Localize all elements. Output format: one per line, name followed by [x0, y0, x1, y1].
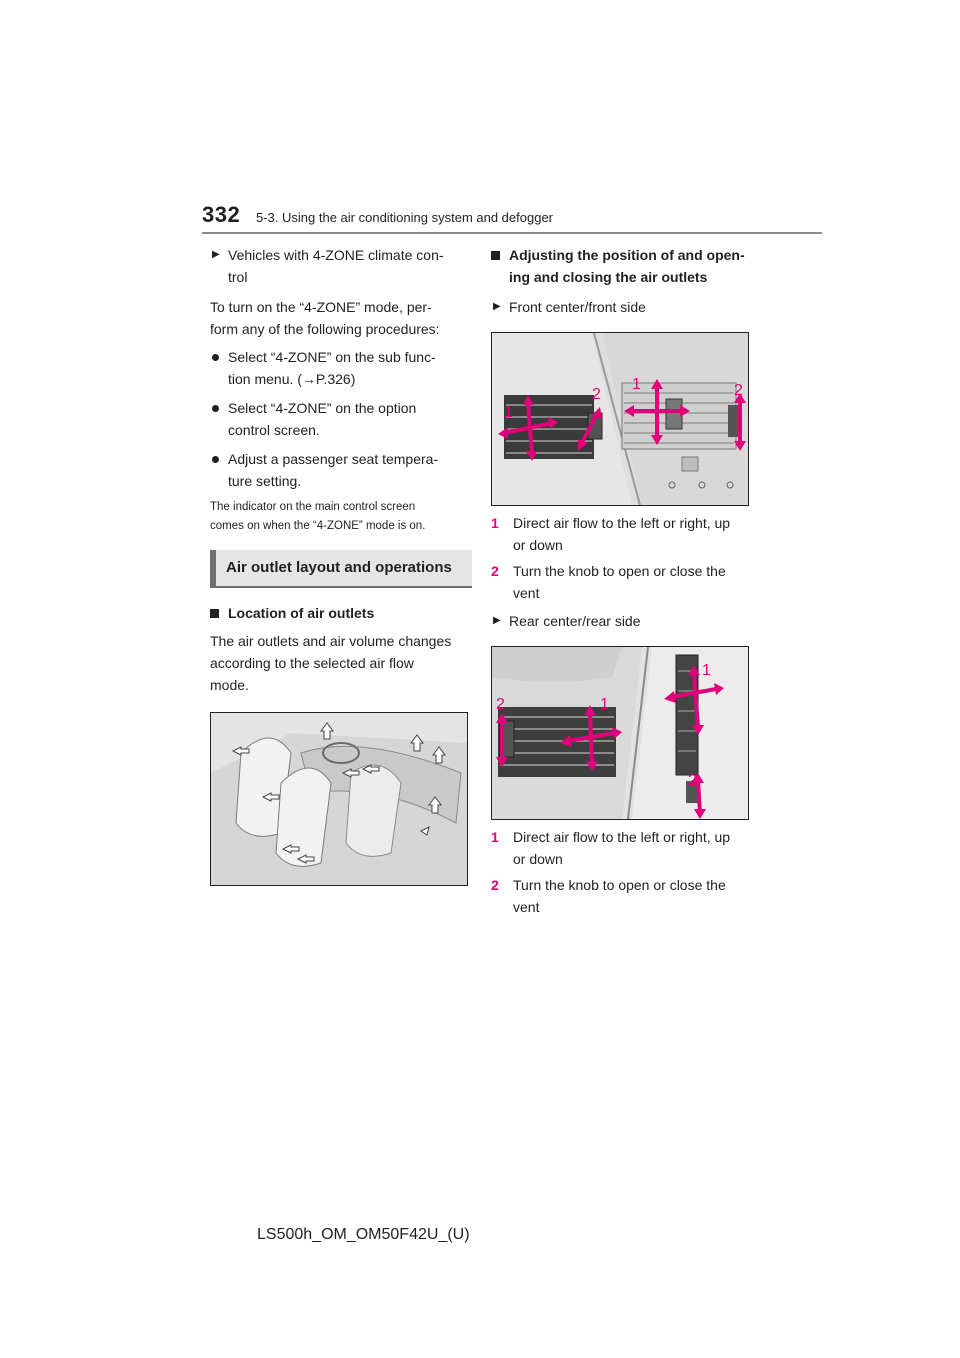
rear-step-2	[491, 874, 753, 918]
text-line: Direct air flow to the left or right, up	[513, 515, 731, 531]
bullet-dot-icon	[212, 456, 219, 463]
step-number: 1	[491, 829, 499, 845]
figure-label: 1	[600, 696, 609, 713]
text-line: or down	[513, 851, 563, 867]
text-line: trol	[228, 269, 248, 285]
bullet-dot-icon	[212, 405, 219, 412]
heading-text: Adjusting the position of and open-	[509, 247, 745, 263]
text-line: vent	[513, 585, 540, 601]
text-line: Turn the knob to open or close the	[513, 877, 726, 893]
text-line: Turn the knob to open or close the	[513, 563, 726, 579]
page-number: 332	[202, 202, 241, 227]
section-title: 5-3. Using the air conditioning system and defogger	[256, 210, 554, 225]
text-line: or down	[513, 537, 563, 553]
front-vent-illustration	[492, 333, 748, 505]
text-line: The indicator on the main control screen	[210, 501, 416, 513]
rear-step-1	[491, 826, 753, 870]
text-line: To turn on the “4-ZONE” mode, per-	[210, 299, 432, 315]
intro-text	[210, 296, 472, 340]
figure-label: 2	[734, 382, 743, 399]
triangle-bullet-icon: ▶	[212, 249, 220, 260]
heading-text: ing and closing the air outlets	[509, 269, 708, 285]
section-box-title: Air outlet layout and operations	[210, 550, 472, 588]
heading-text: Location of air outlets	[228, 605, 375, 621]
right-column	[491, 240, 753, 918]
text-line: control screen.	[228, 422, 320, 438]
figure-label: 2	[688, 772, 697, 789]
figure-label: 1	[632, 376, 641, 393]
front-step-1	[491, 512, 753, 556]
left-column	[210, 240, 472, 886]
procedure-item	[210, 346, 472, 390]
step-number: 2	[491, 563, 499, 579]
adjusting-heading	[491, 244, 753, 288]
text-line: Select “4-ZONE” on the sub func-	[228, 349, 436, 365]
front-step-2	[491, 560, 753, 604]
text-line: form any of the following procedures:	[210, 321, 440, 337]
step-number: 1	[491, 515, 499, 531]
square-bullet-icon	[491, 251, 500, 260]
text-line: ture setting.	[228, 473, 302, 489]
front-outlet-figure	[491, 332, 749, 506]
location-heading	[210, 602, 472, 624]
text-line: comes on when the “4-ZONE” mode is on.	[210, 520, 426, 532]
text-line: Vehicles with 4-ZONE climate con-	[228, 247, 444, 263]
rear-vent-illustration	[492, 647, 748, 819]
square-bullet-icon	[210, 609, 219, 618]
vehicles-note	[210, 244, 472, 288]
footer-code: LS500h_OM_OM50F42U_(U)	[257, 1226, 470, 1243]
bullet-dot-icon	[212, 354, 219, 361]
header-divider	[202, 232, 822, 234]
text-line: tion menu. (→P.326)	[228, 371, 356, 387]
text-line: mode.	[210, 677, 249, 693]
text-line: vent	[513, 899, 540, 915]
front-label	[491, 296, 753, 318]
text-line: Select “4-ZONE” on the option	[228, 400, 417, 416]
procedure-item	[210, 397, 472, 441]
text-line: Front center/front side	[509, 299, 646, 315]
text-line: according to the selected air flow	[210, 655, 414, 671]
figure-label: 2	[496, 696, 505, 713]
figure-label: 1	[702, 662, 711, 679]
text-line: Rear center/rear side	[509, 613, 641, 629]
triangle-bullet-icon: ▶	[493, 301, 501, 312]
rear-label	[491, 610, 753, 632]
cabin-outlets-figure	[210, 712, 468, 886]
figure-label: 1	[504, 404, 513, 421]
cabin-illustration	[211, 713, 467, 885]
figure-label: 2	[592, 386, 601, 403]
location-text	[210, 630, 472, 696]
step-number: 2	[491, 877, 499, 893]
text-line: Adjust a passenger seat tempera-	[228, 451, 439, 467]
text-line: The air outlets and air volume changes	[210, 633, 452, 649]
indicator-note	[210, 498, 472, 536]
procedure-item	[210, 448, 472, 492]
text-line: Direct air flow to the left or right, up	[513, 829, 731, 845]
triangle-bullet-icon: ▶	[493, 615, 501, 626]
rear-outlet-figure	[491, 646, 749, 820]
